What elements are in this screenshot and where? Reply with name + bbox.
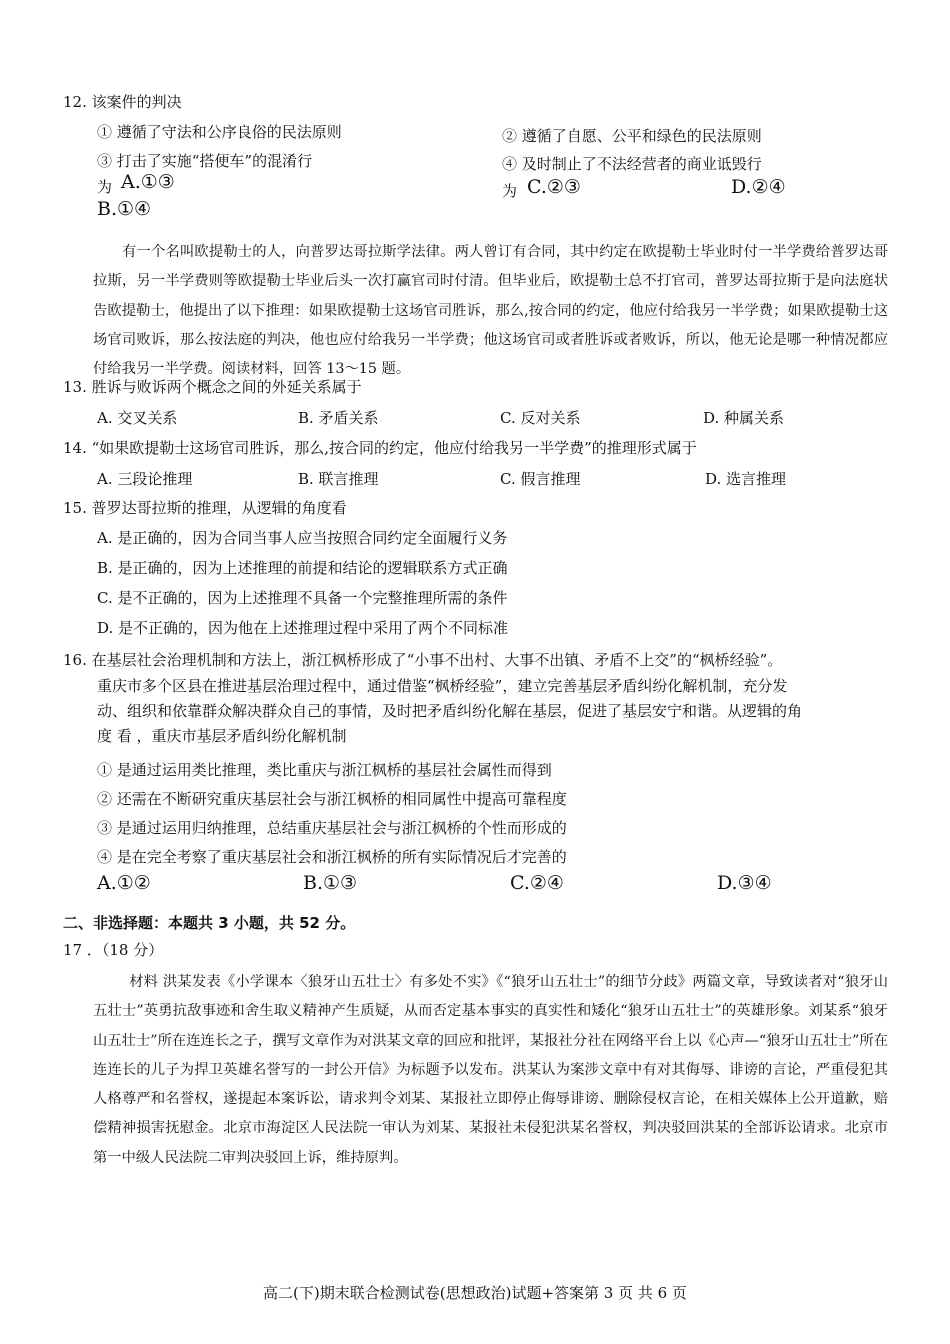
passage-text: 有一个名叫欧提勒士的人，向普罗达哥拉斯学法律。两人曾订有合同，其中约定在欧提勒士毕业时付一半学费给普罗达哥拉斯，另一半学费则等欧提勒士毕业后头一次打赢官司时付清。但毕业后，欧提勒士总不打官司，普罗达哥拉斯于是向法庭状告欧提勒士，他提出了以下推理：如果欧提勒士这场官司胜诉，那么,按合同的约定，他应付给我另一半学费；如果欧提勒士这场官司败诉，那么按法庭的判决，他也应付给我另一半学费；他这场官司或者胜诉或者败诉，所以，他无论是哪一种情况都应付给我另一半学费。阅读材料，回答 13～15 题。	[93, 244, 888, 378]
q14-choice-a: A. 三段论推理	[97, 470, 193, 488]
q12-option-4: ④ 及时制止了不法经营者的商业诋毁行	[502, 155, 762, 173]
q14-choice-d: D. 选言推理	[705, 470, 787, 488]
q12-option-3-cont: 为	[97, 178, 113, 196]
q16-option-3: ③ 是通过运用归纳推理，总结重庆基层社会与浙江枫桥的个性而形成的	[97, 819, 567, 837]
q16-option-2: ② 还需在不断研究重庆基层社会与浙江枫桥的相同属性中提高可靠程度	[97, 790, 567, 808]
page-footer: 高二(下)期末联合检测试卷(思想政治)试题+答案第 3 页 共 6 页	[263, 1284, 687, 1302]
q15-choice-d: D. 是不正确的，因为他在上述推理过程中采用了两个不同标准	[97, 619, 509, 637]
q16-option-4: ④ 是在完全考察了重庆基层社会和浙江枫桥的所有实际情况后才完善的	[97, 848, 567, 866]
q12-option-3: ③ 打击了实施“搭便车”的混淆行	[97, 152, 313, 170]
q16-option-1: ① 是通过运用类比推理，类比重庆与浙江枫桥的基层社会属性而得到	[97, 761, 552, 779]
section-2-heading: 二、非选择题：本题共 3 小题，共 52 分。	[63, 914, 356, 932]
q16-choice-d: D.③④	[717, 872, 772, 894]
q12-choice-b: B.①④	[97, 198, 152, 220]
q14-stem: 14. “如果欧提勒士这场官司胜诉，那么,按合同的约定，他应付给我另一半学费”的推理形式属于	[63, 439, 697, 457]
q13-choice-a: A. 交叉关系	[97, 409, 178, 427]
passage-13-15	[93, 238, 888, 384]
q13-choice-b: B. 矛盾关系	[298, 409, 379, 427]
q17-stem: 17 ．（18 分）	[63, 941, 164, 959]
q12-stem: 12. 该案件的判决	[63, 93, 182, 111]
q16-stem-line4: 度 看 ，重庆市基层矛盾纠纷化解机制	[97, 727, 347, 745]
q13-stem: 13. 胜诉与败诉两个概念之间的外延关系属于	[63, 378, 362, 396]
q15-choice-c: C. 是不正确的，因为上述推理不具备一个完整推理所需的条件	[97, 589, 508, 607]
q17-material	[93, 968, 888, 1173]
q16-stem-line3: 动、组织和依靠群众解决群众自己的事情，及时把矛盾纠纷化解在基层，促进了基层安宁和谐。从逻辑的角	[97, 702, 803, 720]
q17-material-text: 材料 洪某发表《小学课本〈狼牙山五壮士〉有多处不实》《“狼牙山五壮士”的细节分歧》两篇文章，导致读者对“狼牙山五壮士”英勇抗敌事迹和舍生取义精神产生质疑，从而否定基本事实的真实性和矮化“狼牙山五壮士”的英雄形象。刘某系“狼牙山五壮士”所在连连长之子，撰写文章作为对洪某文章的回应和批评，某报社分社在网络平台上以《心声—“狼牙山五壮士”所在连连长的儿子为捍卫英雄名誉写的一封公开信》为标题予以发布。洪某认为案涉文章中有对其侮辱、诽谤的言论，严重侵犯其人格尊严和名誉权，遂提起本案诉讼，请求判令刘某、某报社立即停止侮辱诽谤、删除侵权言论，在相关媒体上公开道歉，赔偿精神损害抚慰金。北京市海淀区人民法院一审认为刘某、某报社未侵犯洪某名誉权，判决驳回洪某的全部诉讼请求。北京市第一中级人民法院二审判决驳回上诉，维持原判。	[93, 974, 888, 1166]
q12-choice-c: C.②③	[527, 176, 581, 198]
q12-choice-a: A.①③	[121, 171, 175, 193]
q15-choice-a: A. 是正确的，因为合同当事人应当按照合同约定全面履行义务	[97, 529, 508, 547]
q12-option-4-cont: 为	[502, 182, 518, 200]
q15-choice-b: B. 是正确的，因为上述推理的前提和结论的逻辑联系方式正确	[97, 559, 508, 577]
q16-stem-line1: 16. 在基层社会治理机制和方法上，浙江枫桥形成了“小事不出村、大事不出镇、矛盾不上交”的“枫桥经验”。	[63, 651, 783, 669]
q12-choice-d: D.②④	[731, 176, 786, 198]
q16-stem-line2: 重庆市多个区县在推进基层治理过程中，通过借鉴“枫桥经验”，建立完善基层矛盾纠纷化解机制，充分发	[97, 677, 788, 695]
q13-choice-d: D. 种属关系	[703, 409, 785, 427]
q12-option-2: ② 遵循了自愿、公平和绿色的民法原则	[502, 127, 762, 145]
q16-choice-a: A.①②	[97, 872, 151, 894]
q15-stem: 15. 普罗达哥拉斯的推理，从逻辑的角度看	[63, 499, 347, 517]
q16-choice-b: B.①③	[303, 872, 358, 894]
q12-option-1: ① 遵循了守法和公序良俗的民法原则	[97, 123, 342, 141]
q16-choice-c: C.②④	[510, 872, 564, 894]
q14-choice-c: C. 假言推理	[500, 470, 581, 488]
q13-choice-c: C. 反对关系	[500, 409, 581, 427]
q14-choice-b: B. 联言推理	[298, 470, 379, 488]
